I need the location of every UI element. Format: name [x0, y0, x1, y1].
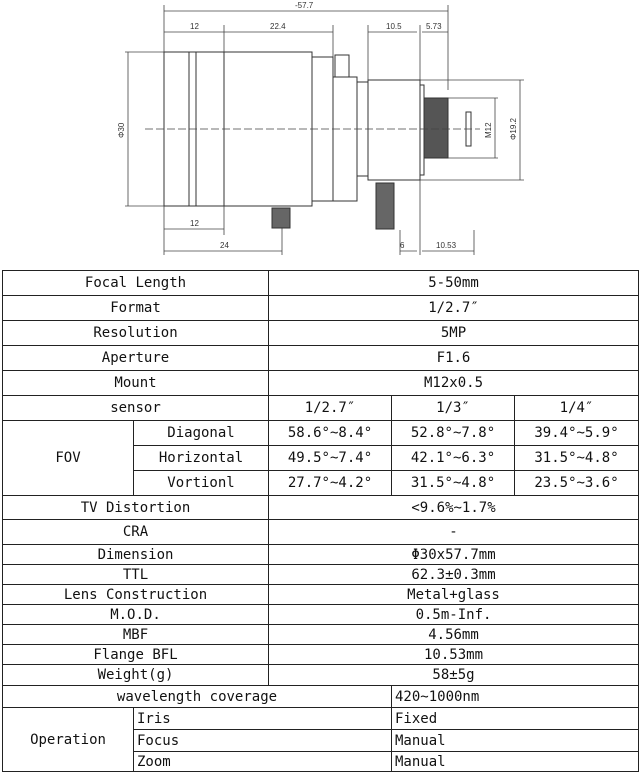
value: F1.6	[269, 346, 639, 371]
row-mount	[3, 371, 639, 396]
value: Φ30x57.7mm	[269, 545, 639, 565]
row-mod	[3, 605, 639, 625]
value: -	[269, 520, 639, 545]
value: 39.4°~5.9°	[515, 421, 639, 446]
row-focal-length	[3, 271, 639, 296]
value: M12x0.5	[269, 371, 639, 396]
value: 5MP	[269, 321, 639, 346]
label: Focal Length	[3, 271, 269, 296]
value: 49.5°~7.4°	[269, 446, 392, 471]
label: Dimension	[3, 545, 269, 565]
dim-knob2-pos: 6	[400, 241, 405, 250]
label: Format	[3, 296, 269, 321]
value: 5-50mm	[269, 271, 639, 296]
dim-flange-bfl: 10.53	[436, 241, 457, 250]
row-mbf	[3, 625, 639, 645]
value: 1/4″	[515, 396, 639, 421]
dim-overall: -57.7	[295, 1, 314, 10]
row-resolution	[3, 321, 639, 346]
row-aperture	[3, 346, 639, 371]
sublabel: Diagonal	[134, 421, 269, 446]
value: 42.1°~6.3°	[392, 446, 515, 471]
row-lens-construction	[3, 585, 639, 605]
label: Aperture	[3, 346, 269, 371]
dim-rear: 10.5	[386, 22, 402, 31]
value: 4.56mm	[269, 625, 639, 645]
sublabel: Zoom	[134, 752, 392, 772]
label: Weight(g)	[3, 665, 269, 686]
value: 420~1000nm	[392, 686, 639, 708]
label: FOV	[3, 421, 134, 496]
value: 23.5°~3.6°	[515, 471, 639, 496]
dim-front-ring: 12	[190, 22, 199, 31]
value: 27.7°~4.2°	[269, 471, 392, 496]
value: <9.6%~1.7%	[269, 496, 639, 520]
dim-knob-pos: 24	[220, 241, 229, 250]
row-dimension	[3, 545, 639, 565]
label: M.O.D.	[3, 605, 269, 625]
sublabel: Vortionl	[134, 471, 269, 496]
row-tv-distortion	[3, 496, 639, 520]
dim-body: 22.4	[270, 22, 286, 31]
label: TV Distortion	[3, 496, 269, 520]
value: Manual	[392, 752, 639, 772]
spec-table	[2, 270, 639, 772]
value: 52.8°~7.8°	[392, 421, 515, 446]
row-ttl	[3, 565, 639, 585]
row-cra	[3, 520, 639, 545]
row-format	[3, 296, 639, 321]
sublabel: Focus	[134, 730, 392, 752]
value: 31.5°~4.8°	[515, 446, 639, 471]
row-operation-iris	[3, 708, 639, 730]
value: Manual	[392, 730, 639, 752]
label: Resolution	[3, 321, 269, 346]
row-sensor	[3, 396, 639, 421]
label: wavelength coverage	[3, 686, 392, 708]
label: MBF	[3, 625, 269, 645]
lens-dimension-drawing	[0, 0, 640, 268]
value: Metal+glass	[269, 585, 639, 605]
value: 10.53mm	[269, 645, 639, 665]
row-flange-bfl	[3, 645, 639, 665]
dim-rear-dia: Φ19.2	[509, 118, 518, 140]
label: CRA	[3, 520, 269, 545]
label: Mount	[3, 371, 269, 396]
sublabel: Iris	[134, 708, 392, 730]
label: Operation	[3, 708, 134, 772]
dim-diameter: Φ30	[117, 122, 126, 138]
dim-rear-end: 5.73	[426, 22, 442, 31]
row-wavelength	[3, 686, 639, 708]
dim-ring-bottom: 12	[190, 219, 199, 228]
label: Flange BFL	[3, 645, 269, 665]
label: TTL	[3, 565, 269, 585]
value: 1/3″	[392, 396, 515, 421]
sublabel: Horizontal	[134, 446, 269, 471]
row-fov-diagonal	[3, 421, 639, 446]
value: 1/2.7″	[269, 396, 392, 421]
value: 0.5m-Inf.	[269, 605, 639, 625]
value: Fixed	[392, 708, 639, 730]
value: 58.6°~8.4°	[269, 421, 392, 446]
value: 62.3±0.3mm	[269, 565, 639, 585]
label: sensor	[3, 396, 269, 421]
value: 58±5g	[269, 665, 639, 686]
label: Lens Construction	[3, 585, 269, 605]
value: 1/2.7″	[269, 296, 639, 321]
value: 31.5°~4.8°	[392, 471, 515, 496]
row-weight	[3, 665, 639, 686]
dim-thread: M12	[484, 122, 493, 138]
